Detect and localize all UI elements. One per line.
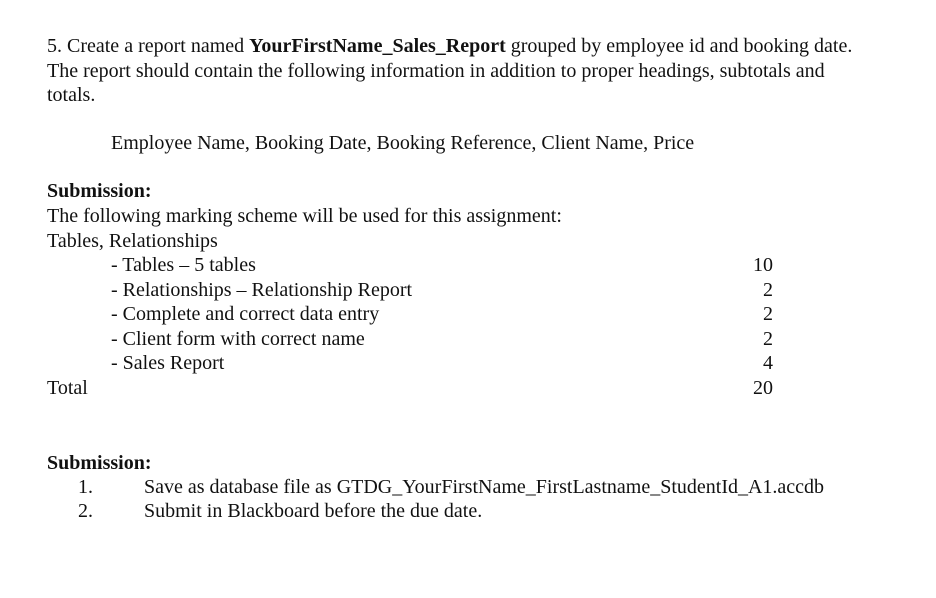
scheme-item-label: - Relationships – Relationship Report bbox=[111, 279, 413, 301]
scheme-item-label: - Client form with correct name bbox=[111, 328, 365, 350]
scheme-item-marks: 2 bbox=[763, 328, 773, 350]
scheme-item-label: - Tables – 5 tables bbox=[111, 254, 256, 276]
submission-step bbox=[78, 499, 898, 524]
scheme-item-marks: 10 bbox=[753, 254, 773, 276]
scheme-item-marks: 4 bbox=[763, 352, 773, 374]
scheme-item bbox=[111, 302, 773, 327]
scheme-item bbox=[111, 253, 773, 278]
step-text: Save as database file as GTDG_YourFirstName_FirstLastname_StudentId_A1.accdb bbox=[144, 476, 825, 498]
marking-scheme-group: Tables, Relationships bbox=[47, 230, 218, 252]
question-paragraph bbox=[47, 34, 877, 108]
scheme-item-marks: 2 bbox=[763, 279, 773, 301]
scheme-item bbox=[111, 351, 773, 376]
marking-scheme-intro: The following marking scheme will be used for this assignment: bbox=[47, 205, 562, 227]
scheme-item-marks: 2 bbox=[763, 303, 773, 325]
step-number: 1. bbox=[78, 476, 93, 498]
report-name: YourFirstName_Sales_Report bbox=[249, 35, 506, 57]
submission-heading: Submission: bbox=[47, 180, 152, 202]
total-marks: 20 bbox=[753, 377, 773, 399]
total-label: Total bbox=[47, 377, 88, 399]
scheme-item bbox=[111, 278, 773, 303]
submission-heading-2: Submission: bbox=[47, 452, 152, 474]
step-text: Submit in Blackboard before the due date. bbox=[144, 500, 483, 522]
question-suffix: grouped by employee id and booking date. The report should contain the following information in addition to proper headings, subtotals and totals. bbox=[47, 35, 853, 106]
scheme-item-label: - Sales Report bbox=[111, 352, 225, 374]
report-fields-line: Employee Name, Booking Date, Booking Reference, Client Name, Price bbox=[111, 132, 695, 154]
scheme-item bbox=[111, 327, 773, 352]
scheme-item-label: - Complete and correct data entry bbox=[111, 303, 380, 325]
step-number: 2. bbox=[78, 500, 93, 522]
question-prefix: 5. Create a report named bbox=[47, 35, 250, 57]
submission-step bbox=[78, 475, 898, 500]
total-row bbox=[47, 376, 773, 401]
